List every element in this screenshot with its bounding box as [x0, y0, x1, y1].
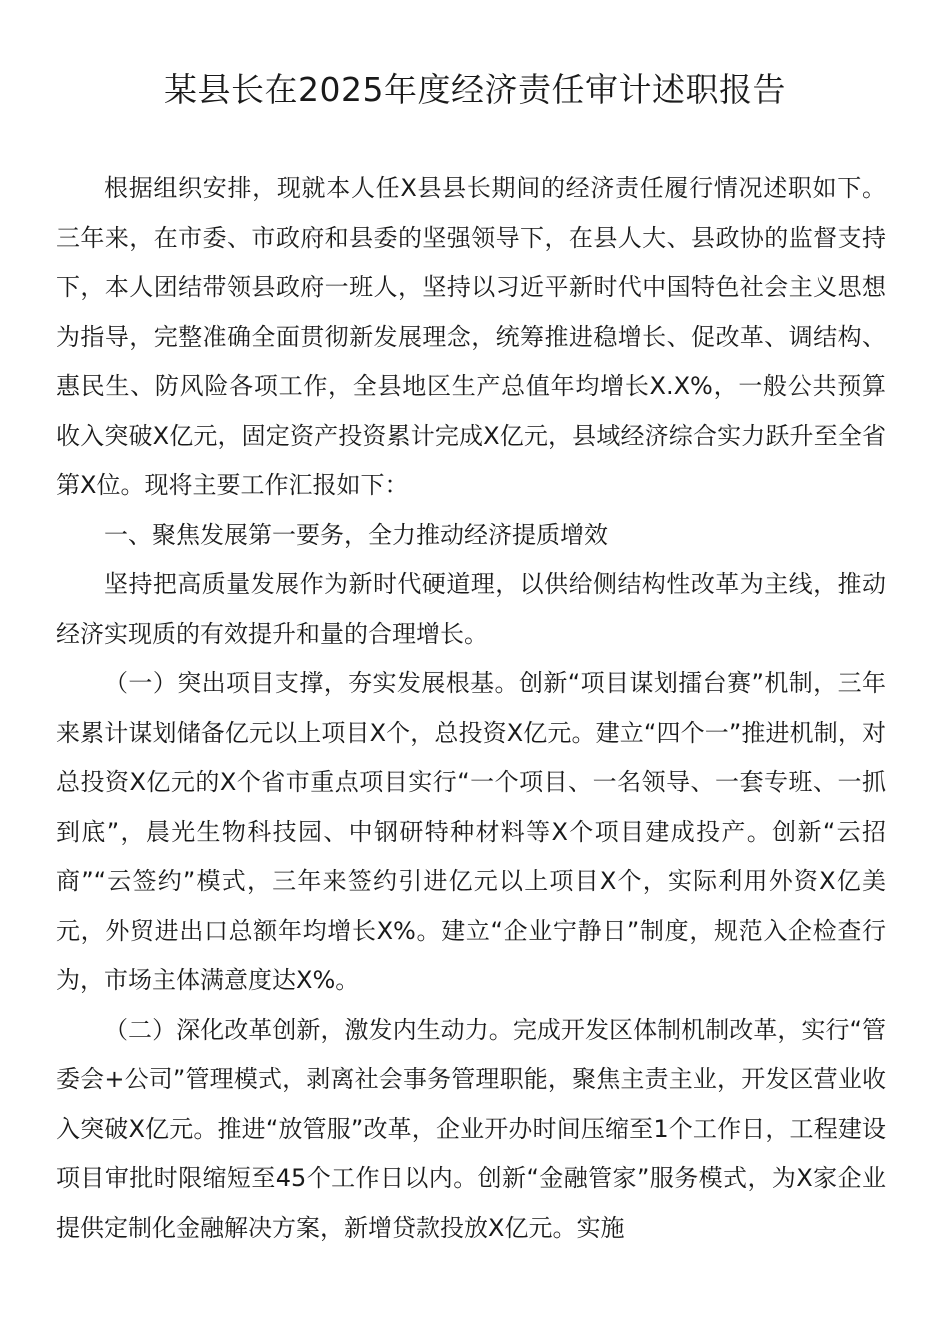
intro-paragraph: 根据组织安排，现就本人任X县县长期间的经济责任履行情况述职如下。三年来，在市委、市政府和县委的坚强领导下，在县人大、县政协的监督支持下，本人团结带领县政府一班人，坚持以习近平新时代中国特色社会主义思想为指导，完整准确全面贯彻新发展理念，统筹推进稳增长、促改革、调结构、惠民生、防风险各项工作，全县地区生产总值年均增长X.X%，一般公共预算收入突破X亿元，固定资产投资累计完成X亿元，县域经济综合实力跃升至全省第X位。现将主要工作汇报如下： [56, 174, 886, 499]
subsection-1-paragraph: （一）突出项目支撑，夯实发展根基。创新“项目谋划擂台赛”机制，三年来累计谋划储备亿元以上项目X个，总投资X亿元。建立“四个一”推进机制，对总投资X亿元的X个省市重点项目实行“一个项目、一名领导、一套专班、一抓到底”，晨光生物科技园、中钢研特种材料等X个项目建成投产。创新“云招商”“云签约”模式，三年来签约引进亿元以上项目X个，实际利用外资X亿美元，外贸进出口总额年均增长X%。建立“企业宁静日”制度，规范入企检查行为，市场主体满意度达X%。 [56, 669, 886, 994]
section-1-summary-paragraph: 坚持把高质量发展作为新时代硬道理，以供给侧结构性改革为主线，推动经济实现质的有效提升和量的合理增长。 [56, 570, 886, 648]
section-heading-1: 一、聚焦发展第一要务，全力推动经济提质增效 [104, 520, 608, 549]
document-title: 某县长在2025年度经济责任审计述职报告 [164, 70, 786, 109]
subsection-2-paragraph: （二）深化改革创新，激发内生动力。完成开发区体制机制改革，实行“管委会+公司”管理模式，剥离社会事务管理职能，聚焦主责主业，开发区营业收入突破X亿元。推进“放管服”改革，企业开办时间压缩至1个工作日，工程建设项目审批时限缩短至45个工作日以内。创新“金融管家”服务模式，为X家企业提供定制化金融解决方案，新增贷款投放X亿元。实施 [56, 1015, 886, 1242]
document-body [56, 164, 886, 1253]
